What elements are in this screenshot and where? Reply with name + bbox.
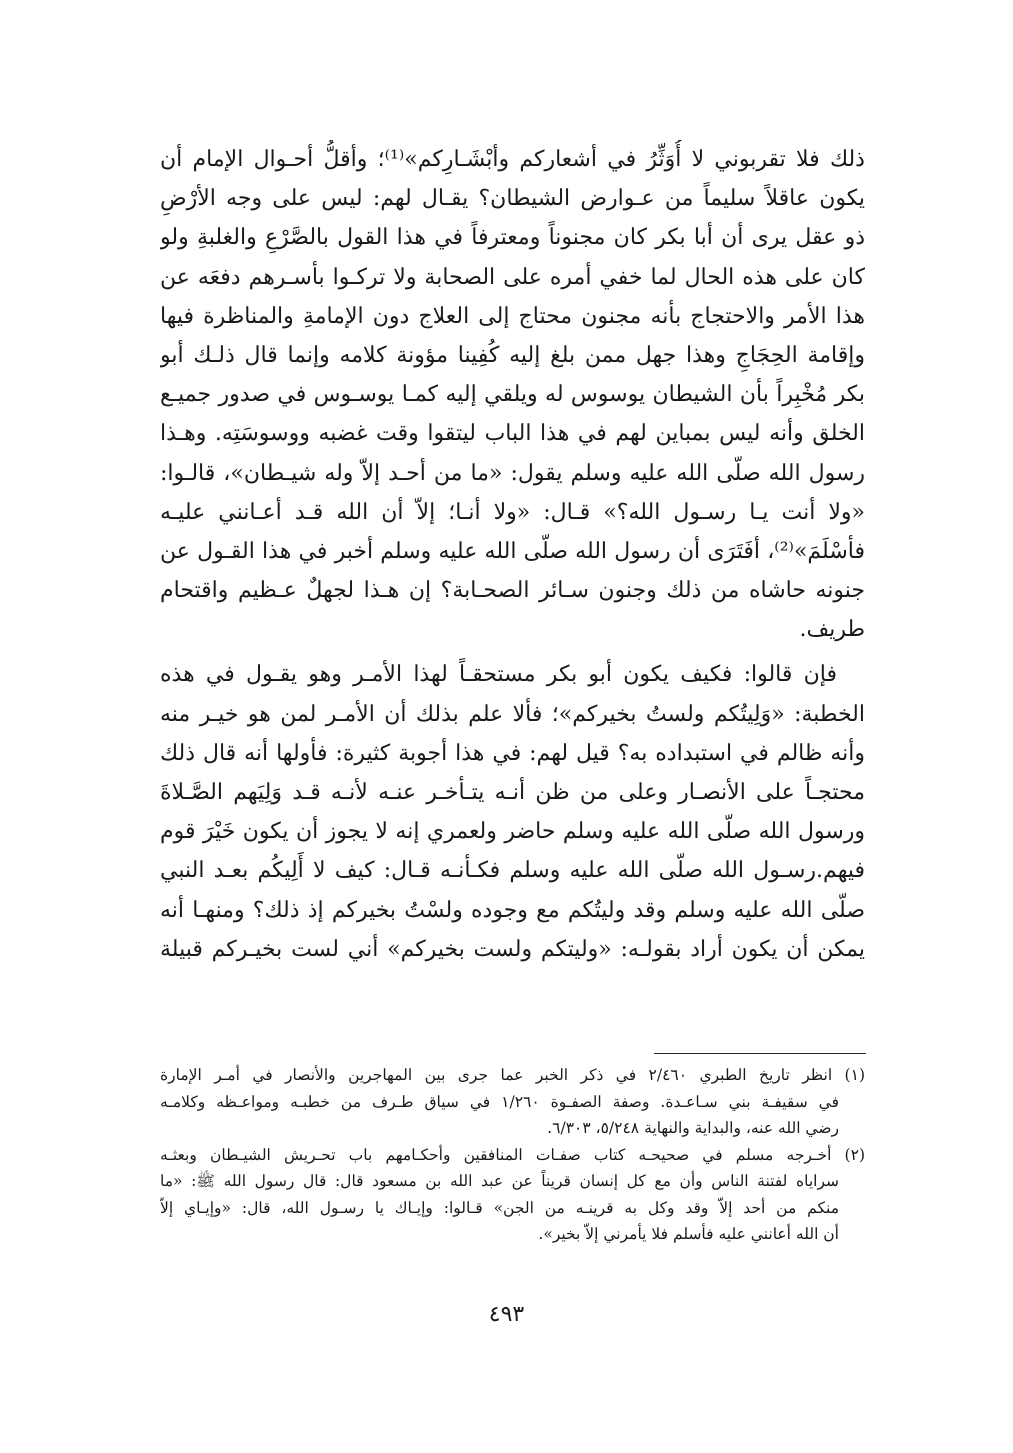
footnote-line: منكم من أحد إلاّ وقد وكل به قرينـه من الجن» قـالوا: وإيـاك يا رسـول الله، قال: «وإيـاي إلاّ (160, 1198, 839, 1217)
text-line: فيهم.رسـول الله صلّى الله عليه وسلم فكـأنـه قـال: كيف لا أَلِيكُم بعـد النبي (160, 858, 865, 884)
text-line: طريف. (799, 617, 865, 643)
text-line: الخطبة: «وَلِيتُكم ولستُ بخيركم»؛ فألا علم بذلك أن الأمـر لمن هو خيـر منه (160, 701, 865, 727)
text-line: فأسْلَمَ»⁽²⁾، أفَتَرَى أن رسول الله صلّى الله عليه وسلم أخبر في هذا القـول عن (160, 538, 865, 564)
text-line: يكون عاقلاً سليماً من عـوارض الشيطان؟ يقـال لهم: ليس على وجه الأرْضِ (160, 186, 865, 212)
text-line: وأنه ظالم في استبداده به؟ قيل لهم: في هذا أجوبة كثيرة: فأولها أنه قال ذلك (160, 740, 865, 766)
page-number: ٤٩٣ (488, 1302, 525, 1327)
text-line: جنونه حاشاه من ذلك وجنون سـائر الصحـابة؟ إن هـذا لجهلٌ عـظيم واقتحام (160, 578, 865, 604)
text-line: ذو عقل يرى أن أبا بكر كان مجنوناً ومعترفاً في هذا القول بالصَّرْعِ والغلبةِ ولو (160, 225, 865, 251)
footnote-line: (٢) أخـرجه مسلم في صحيحـه كتاب صفـات المنافقين وأحكـامهم باب تحـريش الشيـطان وبعثـه (160, 1145, 865, 1164)
footnote-line: أن الله أعانني عليه فأسلم فلا يأمرني إلاّ بخير». (538, 1225, 839, 1243)
footnote-divider (654, 1053, 866, 1054)
text-line: ذلك فلا تقربوني لا أُوَثِّرُ في أشعاركم وأبْشَـارِكم»⁽¹⁾؛ وأقلُّ أحـوال الإمام أن (160, 147, 865, 172)
text-line: هذا الأمر والاحتجاج بأنه مجنون محتاج إلى العلاج دون الإمامةِ والمناظرة فيها (160, 303, 865, 329)
text-line: «ولا أنت يـا رسـول الله؟» قـال: «ولا أنـا؛ إلاّ أن الله قـد أعـانني عليـه (160, 499, 865, 525)
main-text (160, 140, 865, 969)
text-line: صلّى الله عليه وسلم وقد وليتُكم مع وجوده ولسْتُ بخيركم إذ ذلك؟ ومنهـا أنه (160, 897, 865, 923)
text-line: ورسول الله صلّى الله عليه وسلم حاضر ولعمري إنه لا يجوز أن يكون خَيْرَ قوم (160, 819, 865, 845)
text-line: رسول الله صلّى الله عليه وسلم يقول: «ما من أحـد إلاّ وله شيـطان»، قالـوا: (160, 460, 865, 486)
text-line: محتجـاً على الأنصـار وعلى من ظن أنـه يتـأخـر عنـه لأنـه قـد وَلِيَهم الصَّـلاةَ (160, 780, 865, 805)
text-line: وإقامة الحِجَاجِ وهذا جهل ممن بلغ إليه كُفِينا مؤونة كلامه وإنما قال ذلـك أبو (160, 342, 865, 368)
text-line: فإن قالوا: فكيف يكون أبو بكر مستحقـاً لهذا الأمـر وهو يقـول في هذه (160, 662, 837, 688)
text-line: بكر مُخْبِراً بأن الشيطان يوسوس له ويلقي إليه كمـا يوسـوس في صدور جميـع (160, 382, 865, 408)
footnote-line: سراياه لفتنة الناس وأن مع كل إنسان قريناً عن عبد الله بن مسعود قال: قال رسول الله ﷺ: «ما (160, 1172, 839, 1190)
footnote-line: رضي الله عنه، والبداية والنهاية ٥/٢٤٨، ٦/٣٠٣. (547, 1119, 839, 1137)
footnote-line: (١) انظر تاريخ الطبري ٢/٤٦٠ في ذكر الخبر عما جرى بين المهاجرين والأنصار في أمـر الإمارة (160, 1066, 865, 1084)
text-line: كان على هذه الحال لما خفي أمره على الصحابة ولا تركـوا بأسـرهم دفعَه عن (160, 264, 865, 290)
text-line: الخلق وأنه ليس بمباين لهم في هذا الباب ليتقوا وقت غضبه ووسوسَتِه. وهـذا (160, 421, 865, 447)
footnote-line: في سقيفـة بني سـاعـدة. وصفة الصفـوة ١/٢٦٠ في سياق طـرف من خطبـه ومواعـظه وكلامـه (160, 1092, 839, 1111)
footnotes (160, 1062, 865, 1248)
text-line: يمكن أن يكون أراد بقولـه: «وليتكم ولست بخيركم» أني لست بخيـركم قبيلة (160, 936, 865, 962)
